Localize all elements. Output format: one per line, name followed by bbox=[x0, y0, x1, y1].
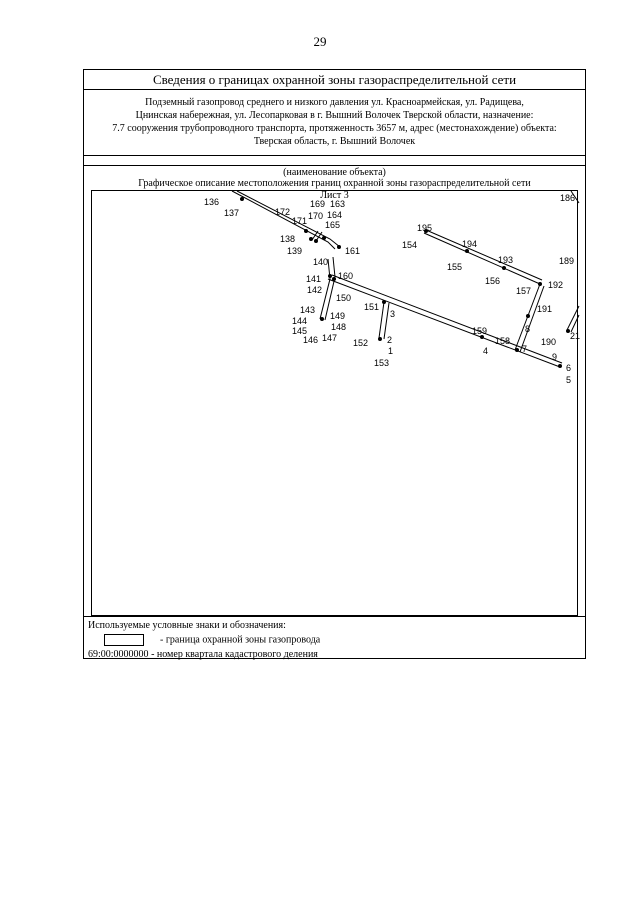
point-labels bbox=[204, 193, 580, 385]
map-drawing bbox=[92, 191, 579, 617]
point-label: 195 bbox=[417, 223, 433, 233]
object-name-row bbox=[84, 156, 585, 166]
point-label: 2 bbox=[387, 335, 393, 345]
point-label: 159 bbox=[472, 326, 488, 336]
page-number: 29 bbox=[313, 34, 327, 49]
legend-cadastral-text: - номер квартала кадастрового деления bbox=[151, 649, 318, 660]
point-label: 3 bbox=[390, 309, 396, 319]
point-label: 157 bbox=[516, 286, 532, 296]
point-label: 143 bbox=[300, 305, 316, 315]
point-label: 147 bbox=[322, 333, 338, 343]
point-label: 191 bbox=[537, 304, 553, 314]
legend-boundary-row bbox=[104, 634, 320, 646]
object-description bbox=[84, 90, 585, 156]
point-label: 136 bbox=[204, 197, 220, 207]
boundary-lines bbox=[232, 191, 579, 367]
point-label: 137 bbox=[224, 208, 240, 218]
point-label: 139 bbox=[287, 246, 303, 256]
point-label: 4 bbox=[483, 346, 489, 356]
point-label: 190 bbox=[541, 337, 557, 347]
legend-cadastral-row bbox=[88, 649, 318, 660]
point-label: 153 bbox=[374, 358, 390, 368]
point-label: 158 bbox=[495, 336, 511, 346]
point-label: 172 bbox=[275, 207, 291, 217]
point-label: 165 bbox=[325, 220, 341, 230]
point-label: 146 bbox=[303, 335, 319, 345]
point-label: 193 bbox=[498, 255, 514, 265]
point-label: 149 bbox=[330, 311, 346, 321]
legend-cadastral-code: 69:00:0000000 bbox=[88, 649, 149, 660]
point-label: 170 bbox=[308, 211, 324, 221]
point-label: 152 bbox=[353, 338, 369, 348]
point-label: 145 bbox=[292, 326, 308, 336]
point-label: 171 bbox=[292, 216, 308, 226]
legend-boundary-text: - граница охранной зоны газопровода bbox=[160, 634, 321, 646]
point-label: 6 bbox=[566, 363, 572, 373]
legend bbox=[84, 616, 585, 661]
point-label: 154 bbox=[402, 240, 418, 250]
point-label: 8 bbox=[525, 324, 531, 334]
point-label: 150 bbox=[336, 293, 352, 303]
legend-title: Используемые условные знаки и обозначения: bbox=[88, 620, 286, 631]
point-label: 141 bbox=[306, 274, 322, 284]
point-label: 156 bbox=[485, 276, 501, 286]
sheet-label: Лист 3 bbox=[320, 190, 349, 201]
point-label: 21 bbox=[570, 331, 581, 341]
point-label: 138 bbox=[280, 234, 296, 244]
description-line: Цнинская набережная, ул. Лесопарковая в г. Вышний Волочек Тверской области, назначение: bbox=[135, 110, 534, 121]
point-label: 9 bbox=[552, 352, 558, 362]
description-line: 7.7 сооружения трубопроводного транспорта, протяженность 3657 м, адрес (местонахождение) объекта: bbox=[112, 123, 557, 134]
point-label: 148 bbox=[331, 322, 347, 332]
point-label: 194 bbox=[462, 239, 478, 249]
point-label: 5 bbox=[566, 375, 572, 385]
point-label: 144 bbox=[292, 316, 308, 326]
boundary-map bbox=[91, 190, 581, 616]
description-line: Подземный газопровод среднего и низкого давления ул. Красноармейская, ул. Радищева, bbox=[145, 97, 524, 108]
point-label: 160 bbox=[338, 271, 354, 281]
graphic-description: Графическое описание местоположения границ охранной зоны газораспределительной сети bbox=[138, 178, 531, 189]
boundary-points bbox=[240, 197, 570, 368]
point-label: 142 bbox=[307, 285, 323, 295]
point-label: 169 bbox=[310, 199, 326, 209]
point-label: 186 bbox=[560, 193, 576, 203]
point-label: 164 bbox=[327, 210, 343, 220]
point-label: 161 bbox=[345, 246, 361, 256]
document-title: Сведения о границах охранной зоны газораспределительной сети bbox=[84, 70, 585, 90]
point-label: 192 bbox=[548, 280, 564, 290]
point-label: 155 bbox=[447, 262, 463, 272]
point-label: 151 bbox=[364, 302, 380, 312]
point-label: 189 bbox=[559, 256, 575, 266]
point-label: 1 bbox=[388, 346, 394, 356]
point-label: 7 bbox=[522, 344, 528, 354]
point-label: 163 bbox=[330, 199, 346, 209]
point-label: 140 bbox=[313, 257, 329, 267]
object-name-label: (наименование объекта) bbox=[283, 167, 386, 178]
document-frame bbox=[83, 69, 586, 659]
description-line: Тверская область, г. Вышний Волочек bbox=[253, 136, 416, 147]
boundary-symbol-icon bbox=[104, 634, 144, 646]
